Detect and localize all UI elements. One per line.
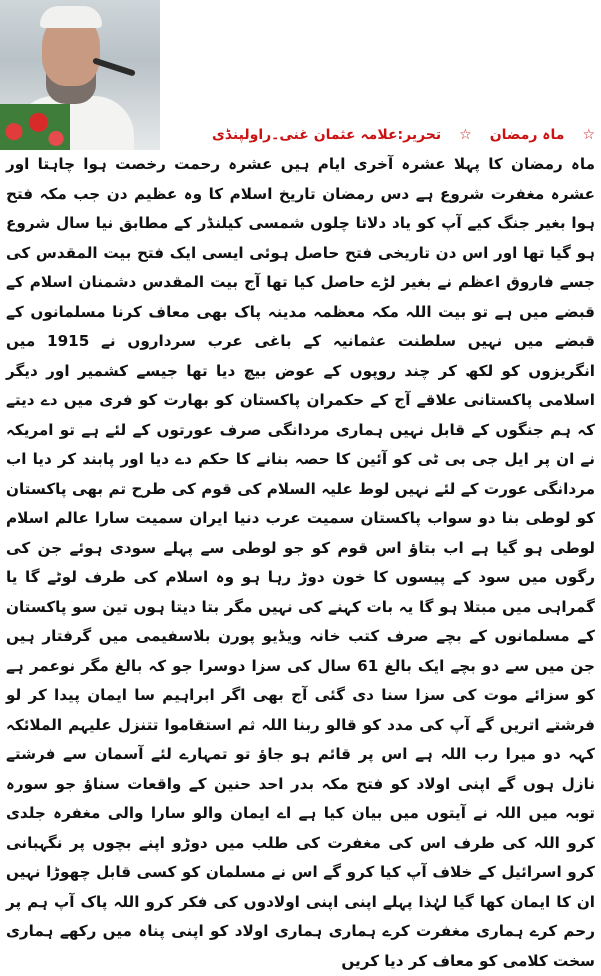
star-icon: ☆: [582, 127, 595, 143]
article-paragraph: ماہ رمضان کا پہلا عشرہ آخری ایام ہیں عشرہ رحمت رخصت ہوا چاہتا اور عشرہ مغفرت شروع ہے دس رمضان تاریخ اسلام کا وہ عظیم دن جب مکہ فتح ہوا بغیر جنگ کیے آپ کو یاد دلاتا چلوں شمسی کیلنڈر کے مطابق نیا سال شروع ہو گیا تھا اور اس دن تاریخی فتح حاصل ہوئی ایسی ایک فتح بیت المقدس کی جسے فاروق اعظم نے بغیر لڑے حاصل کیا تھا آج بیت المقدس دشمنان اسلام کے قبضے میں ہے تو بیت اللہ مکہ معظمہ مدینہ پاک بھی معاف کرنا مسلمانوں کے قبضے میں نہیں سلطنت عثمانیہ کے باغی عرب سرداروں نے 1915 میں انگریزوں کو لکھ کر چند روپوں کے عوض بیچ دیا تھا جیسے کشمیر اور دیگر اسلامی پاکستانی علاقے آج کے حکمران پاکستان کو بھارت کو فری میں دے دیتے کہ ہم جنگوں کے قابل نہیں ہماری مردانگی صرف عورتوں کے لئے ہے تو امریکہ نے ان پر ایل جی بی ٹی کو آئین کا حصہ بنانے کا حکم دے دیا اور پابند کر دیا اب مردانگی عورت کے لئے نہیں لوط علیہ السلام کی قوم کی طرح تم بھی پاکستان کو لوطی بنا دو سواب پاکستان سمیت عرب دنیا ایران سمیت سارا عالم اسلام لوطی ہو گیا ہے اب بتاؤ اس قوم کو جو لوطی سے پہلے سودی ہوئے جن کی رگوں میں سود کے پیسوں کا خون دوڑ رہا ہو وہ اسلام کی طرف لوٹے گا یا گمراہی میں مبتلا ہو گا یہ بات کہنے کی نہیں مگر بتا دیتا ہوں تین سو پاکستان کے مسلمانوں کے بچے صرف کتب خانہ ویڈیو پورن بلاسفیمی میں گرفتار ہیں جن میں سے دو بچے ایک بالغ 61 سال کی سزا دوسرا جو کہ بالغ مگر نوعمر ہے کو سزائے موت کی سزا سنا دی گئی آج بھی اگر ابراہیم سا ایمان پیدا کر لو فرشتے اتریں گے آپ کی مدد کو قالو ربنا اللہ ثم استقاموا تتنزل علیہم الملائکہ کہہ دو میرا رب اللہ ہے اس پر قائم ہو جاؤ تو تمہارے لئے آسمان سے فرشتے نازل ہوں گے اپنی اولاد کو فتح مکہ بدر احد حنین کے واقعات سناؤ جو سورہ توبہ میں اللہ نے آیتوں میں بیان کیا ہے اے ایمان والو سارا والی مغفرہ جلدی کرو اللہ کی طرف اس کی مغفرت کی طلب میں دوڑو اپنے بچوں پر نگہبانی کرو اسرائیل کے خلاف آپ کیا کرو گے اس نے مسلمان کو کسی قابل چھوڑا نہیں ان کا ایمان کھا گیا لہٰذا پہلے اپنی اپنی اولادوں کی فکر کرو اللہ پاک آپ ہم پر رحم کرے ہماری مغفرت کرے ہماری ہماری اولاد کو اپنی پناہ میں رکھے ہماری سخت کلامی کو معاف کر دیا کریں: [6, 155, 595, 970]
byline: تحریر:علامہ عثمان غنی۔راولپنڈی: [212, 127, 442, 143]
microphone: [92, 57, 136, 76]
star-icon: ☆: [459, 127, 472, 143]
section-title: ماہ رمضان: [489, 127, 565, 143]
article-header: [165, 124, 595, 146]
article-body: [6, 150, 595, 976]
author-photo: [0, 0, 160, 150]
flowers-decoration: [0, 104, 70, 150]
